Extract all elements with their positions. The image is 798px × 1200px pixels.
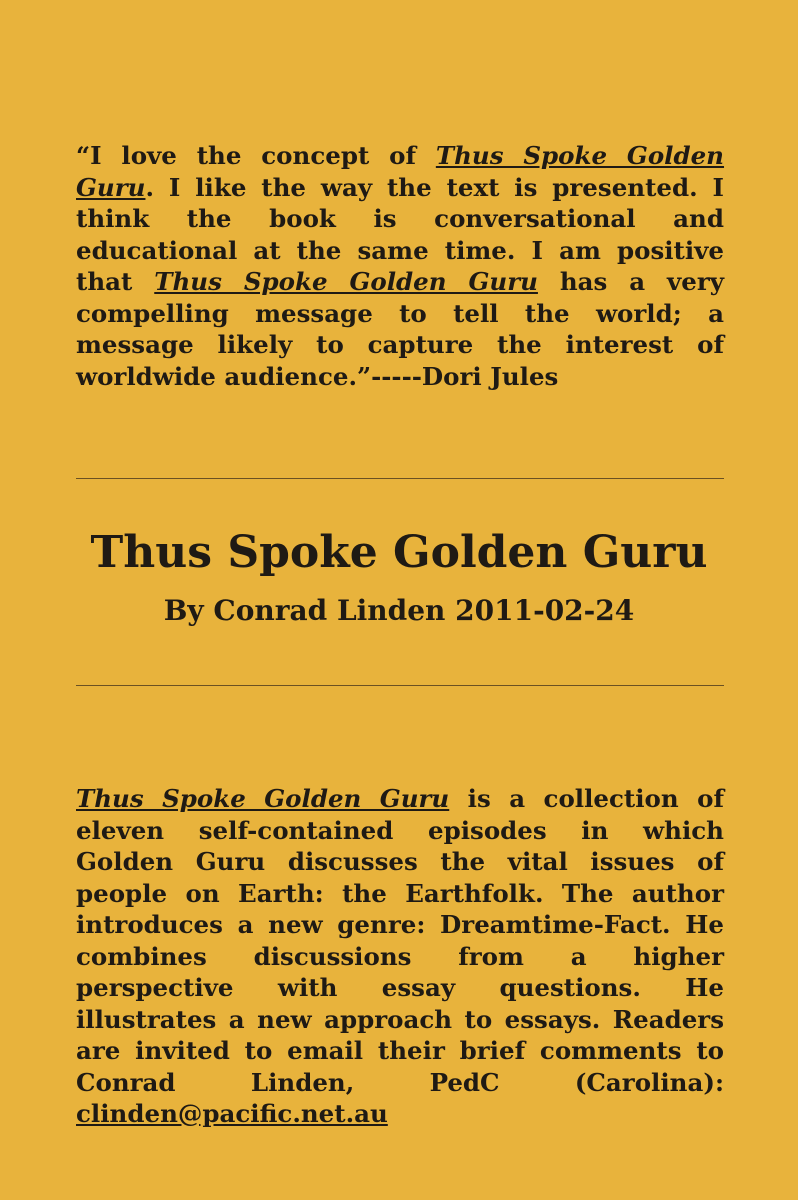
book-title: Thus Spoke Golden Guru <box>90 527 708 578</box>
quote-book-title: Thus Spoke Golden Guru <box>76 141 725 202</box>
quote-opening: “I love the concept of <box>76 141 436 170</box>
description-book-title: Thus Spoke Golden Guru <box>76 784 450 813</box>
book-description <box>76 783 724 1130</box>
quote-body: . I like the way the text is presented. I think the book is conversational and educational at the same time. I am positive that <box>76 172 724 296</box>
divider-bottom <box>76 685 724 686</box>
endorsement-quote <box>76 140 724 392</box>
author-email-link[interactable]: clinden@pacific.net.au <box>76 1099 388 1128</box>
divider-top <box>76 478 724 479</box>
author-byline: By Conrad Linden 2011-02-24 <box>163 594 635 627</box>
description-body: is a collection of eleven self-contained episodes in which Golden Guru discusses the vital issues of people on Earth: the Earthfolk. The author introduces a new genre: Dreamtime-Fact. He combines discussions from a higher perspective with essay questions. He illustrates a new approach to essays. Readers are invited to email their brief comments to Conrad Linden, PedC (Carolina): <box>76 784 724 1097</box>
quote-closing: has a very compelling message to tell the world; a message likely to capture the interest of worldwide audience.”-----Dori Jules <box>76 267 725 391</box>
quote-book-title-2: Thus Spoke Golden Guru <box>154 267 538 296</box>
